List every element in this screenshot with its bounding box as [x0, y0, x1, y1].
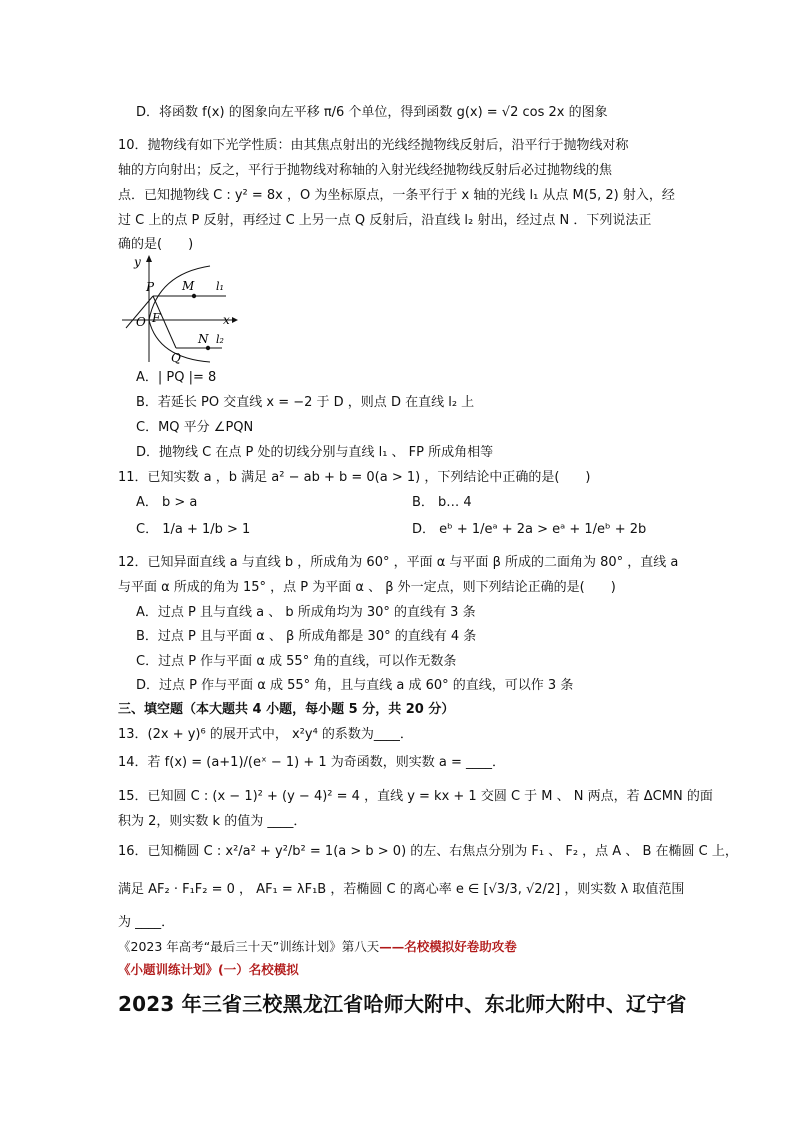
q9-option-d: D．将函数 f(x) 的图象向左平移 π/6 个单位，得到函数 g(x) = √2 cos 2x 的图象	[136, 105, 608, 120]
point-n-label: N	[198, 332, 209, 346]
point-p-label: P	[146, 280, 155, 294]
q10-option-c: C．MQ 平分 ∠PQN	[136, 420, 254, 435]
promo-line-1-highlight: ——名校模拟好卷助攻卷	[379, 939, 517, 954]
section-heading-fill-in: 三、填空题（本大题共 4 小题，每小题 5 分，共 20 分）	[118, 702, 455, 717]
promo-line-1	[118, 938, 517, 956]
point-m-label: M	[182, 279, 195, 293]
q10-parabola-figure	[118, 254, 240, 364]
q12-option-b: B．过点 P 且与平面 α 、 β 所成角都是 30° 的直线有 4 条	[136, 629, 477, 644]
q12-option-d: D．过点 P 作与平面 α 成 55° 角，且与直线 a 成 60° 的直线，可以作 3 条	[136, 678, 574, 693]
point-q-label: Q	[171, 351, 181, 364]
q12-option-a: A．过点 P 且与直线 a 、 b 所成角均为 30° 的直线有 3 条	[136, 605, 476, 620]
y-axis-label: y	[134, 255, 141, 269]
promo-line-1-text: 《2023 年高考“最后三十天”训练计划》第八天	[118, 939, 380, 954]
line-l1-label: l₁	[216, 280, 224, 293]
q12-option-c: C．过点 P 作与平面 α 成 55° 角的直线，可以作无数条	[136, 654, 457, 669]
promo-line-2: 《小题训练计划》(一）名校模拟	[118, 962, 299, 977]
q10-stem-line-4: 过 C 上的点 P 反射，再经过 C 上另一点 Q 反射后，沿直线 l₂ 射出，经过点 N ．下列说法正	[118, 213, 652, 228]
q11-stem: 11．已知实数 a ，b 满足 a² − ab + b = 0(a > 1) ，下列结论中正确的是( )	[118, 470, 591, 485]
q10-stem-line-1: 10．抛物线有如下光学性质：由其焦点射出的光线经抛物线反射后，沿平行于抛物线对称	[118, 138, 629, 153]
q11-option-d: D． eᵇ + 1/eᵃ + 2a > eᵃ + 1/eᵇ + 2b	[412, 522, 647, 537]
q10-option-d: D．抛物线 C 在点 P 处的切线分别与直线 l₁ 、 FP 所成角相等	[136, 445, 494, 460]
q16-line-1: 16．已知椭圆 C : x²/a² + y²/b² = 1(a > b > 0) 的左、右焦点分别为 F₁ 、 F₂ ，点 A 、 B 在椭圆 C 上，	[118, 844, 738, 859]
q13: 13．(2x + y)⁶ 的展开式中， x²y⁴ 的系数为____．	[118, 727, 413, 742]
q16-line-2: 满足 AF₂ · F₁F₂ = 0 ， AF₁ = λF₁B ，若椭圆 C 的离心率 e ∈ [√3/3, √2/2] ，则实数 λ 取值范围	[118, 882, 685, 897]
q15-line-2: 积为 2，则实数 k 的值为 ____．	[118, 814, 307, 829]
q11-option-c: C． 1/a + 1/b > 1	[136, 522, 251, 537]
line-l2-label: l₂	[216, 333, 224, 346]
q15-line-1: 15．已知圆 C : (x − 1)² + (y − 4)² = 4 ，直线 y = kx + 1 交圆 C 于 M 、 N 两点，若 ΔCMN 的面	[118, 789, 713, 804]
focus-label: F	[152, 311, 161, 325]
x-axis-label: x	[223, 313, 230, 327]
q16-line-3: 为 ____．	[118, 915, 175, 930]
q10-stem-line-3: 点．已知抛物线 C : y² = 8x ，O 为坐标原点，一条平行于 x 轴的光线 l₁ 从点 M(5, 2) 射入，经	[118, 188, 675, 203]
q11-option-a: A． b > a	[136, 495, 198, 510]
q10-stem-line-2: 轴的方向射出；反之，平行于抛物线对称轴的入射光线经抛物线反射后必过抛物线的焦	[118, 163, 613, 178]
paper-title: 2023 年三省三校黑龙江省哈师大附中、东北师大附中、辽宁省	[118, 992, 687, 1016]
q12-stem-line-2: 与平面 α 所成的角为 15° ，点 P 为平面 α 、 β 外一定点，则下列结论正确的是( )	[118, 580, 616, 595]
q10-option-b: B．若延长 PO 交直线 x = −2 于 D ，则点 D 在直线 l₂ 上	[136, 395, 475, 410]
q10-stem-line-5: 确的是( )	[118, 237, 194, 252]
q10-option-a: A．| PQ |= 8	[136, 370, 217, 385]
q12-stem-line-1: 12．已知异面直线 a 与直线 b ，所成角为 60° ，平面 α 与平面 β 所成的二面角为 80° ，直线 a	[118, 555, 679, 570]
q11-option-b: B． b… 4	[412, 495, 472, 510]
q14: 14．若 f(x) = (a+1)/(eˣ − 1) + 1 为奇函数，则实数 a = ____．	[118, 755, 506, 770]
origin-label: O	[136, 315, 146, 329]
